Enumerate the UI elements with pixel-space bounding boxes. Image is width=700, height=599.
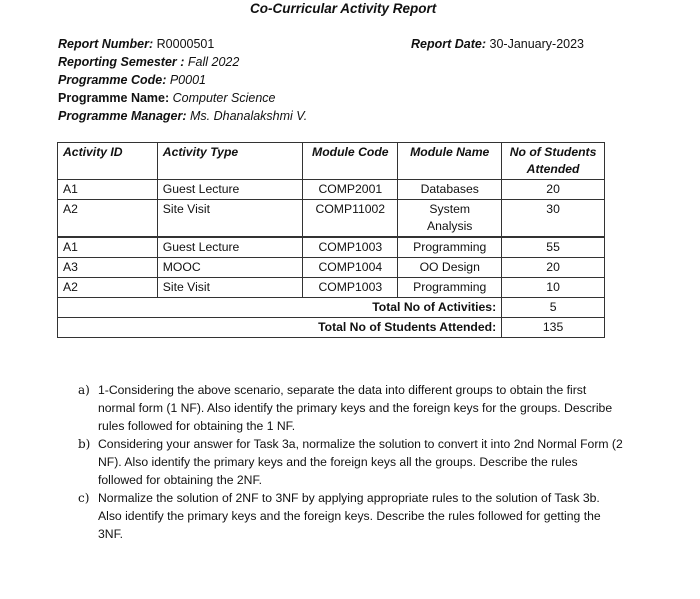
report-number-label: Report Number: bbox=[58, 37, 154, 51]
table-row bbox=[58, 200, 605, 238]
report-title: Co-Curricular Activity Report bbox=[250, 1, 437, 16]
cell-activity-id: A1 bbox=[58, 180, 158, 200]
cell-activity-type: Site Visit bbox=[157, 200, 303, 238]
table-header-row bbox=[58, 143, 605, 180]
cell-students: 30 bbox=[502, 200, 605, 238]
total-students-row bbox=[58, 318, 605, 338]
cell-module-name: Databases bbox=[398, 180, 502, 200]
cell-activity-id: A3 bbox=[58, 258, 158, 278]
semester-value: Fall 2022 bbox=[187, 55, 240, 69]
report-date-label: Report Date: bbox=[411, 37, 487, 51]
report-date-value: 30-January-2023 bbox=[489, 37, 585, 51]
col-header-module-name: Module Name bbox=[398, 143, 502, 180]
question-text: Normalize the solution of 2NF to 3NF by applying appropriate rules to the solution of Task 3b. Also identify the primary keys and the foreign keys. Describe the rules followed for getting the 3NF. bbox=[98, 491, 601, 541]
reporting-semester bbox=[58, 55, 239, 69]
cell-module-name: Programming bbox=[398, 237, 502, 258]
table-row bbox=[58, 278, 605, 298]
cell-activity-id: A2 bbox=[58, 200, 158, 238]
table-row bbox=[58, 258, 605, 278]
programme-manager bbox=[58, 109, 307, 123]
question-c bbox=[78, 489, 623, 543]
cell-students: 20 bbox=[502, 180, 605, 200]
activity-table bbox=[57, 142, 605, 338]
bottom-toolbar-strip bbox=[0, 589, 700, 599]
semester-label: Reporting Semester : bbox=[58, 55, 185, 69]
question-b bbox=[78, 435, 623, 489]
cell-module-code: COMP2001 bbox=[303, 180, 398, 200]
cell-students: 20 bbox=[502, 258, 605, 278]
question-a bbox=[78, 381, 623, 435]
cell-activity-id: A2 bbox=[58, 278, 158, 298]
table-row bbox=[58, 237, 605, 258]
question-label: a) bbox=[78, 383, 90, 397]
cell-module-name: OO Design bbox=[398, 258, 502, 278]
cell-activity-id: A1 bbox=[58, 237, 158, 258]
cell-module-name: Programming bbox=[398, 278, 502, 298]
total-students-label: Total No of Students Attended: bbox=[58, 318, 502, 338]
cell-students: 55 bbox=[502, 237, 605, 258]
cell-module-code: COMP1003 bbox=[303, 237, 398, 258]
total-activities-value: 5 bbox=[502, 298, 605, 318]
table-row bbox=[58, 180, 605, 200]
question-text: 1-Considering the above scenario, separate the data into different groups to obtain the first normal form (1 NF). Also identify the primary keys and the foreign keys for the groups. Describe rules followed for obtaining the 1 NF. bbox=[98, 383, 613, 433]
cell-students: 10 bbox=[502, 278, 605, 298]
question-label: c) bbox=[78, 491, 90, 505]
col-header-students-attended: No of Students Attended bbox=[502, 143, 605, 180]
cell-activity-type: Guest Lecture bbox=[157, 237, 303, 258]
col-header-activity-id: Activity ID bbox=[58, 143, 158, 180]
cell-module-code: COMP1003 bbox=[303, 278, 398, 298]
cell-module-code: COMP1004 bbox=[303, 258, 398, 278]
report-number-value: R0000501 bbox=[156, 37, 215, 51]
cell-activity-type: Site Visit bbox=[157, 278, 303, 298]
total-activities-label: Total No of Activities: bbox=[58, 298, 502, 318]
cell-activity-type: Guest Lecture bbox=[157, 180, 303, 200]
col-header-module-code: Module Code bbox=[303, 143, 398, 180]
task-questions bbox=[78, 381, 623, 543]
col-header-activity-type: Activity Type bbox=[157, 143, 303, 180]
cell-module-code: COMP11002 bbox=[303, 200, 398, 238]
programme-code-label: Programme Code: bbox=[58, 73, 167, 87]
cell-module-name: System Analysis bbox=[398, 200, 502, 238]
report-date bbox=[411, 37, 584, 51]
total-students-value: 135 bbox=[502, 318, 605, 338]
question-text: Considering your answer for Task 3a, normalize the solution to convert it into 2nd Normal Form (2 NF). Also identify the primary keys and the foreign keys all the groups. Describe the rules followed for obtaining the 2NF. bbox=[98, 437, 623, 487]
report-number bbox=[58, 37, 214, 51]
programme-name-value: Computer Science bbox=[172, 91, 276, 105]
question-label: b) bbox=[78, 437, 91, 451]
programme-code bbox=[58, 73, 206, 87]
programme-code-value: P0001 bbox=[169, 73, 206, 87]
cell-activity-type: MOOC bbox=[157, 258, 303, 278]
programme-name bbox=[58, 91, 275, 105]
programme-name-label: Programme Name: bbox=[58, 91, 170, 105]
programme-manager-label: Programme Manager: bbox=[58, 109, 187, 123]
programme-manager-value: Ms. Dhanalakshmi V. bbox=[190, 109, 308, 123]
total-activities-row bbox=[58, 298, 605, 318]
